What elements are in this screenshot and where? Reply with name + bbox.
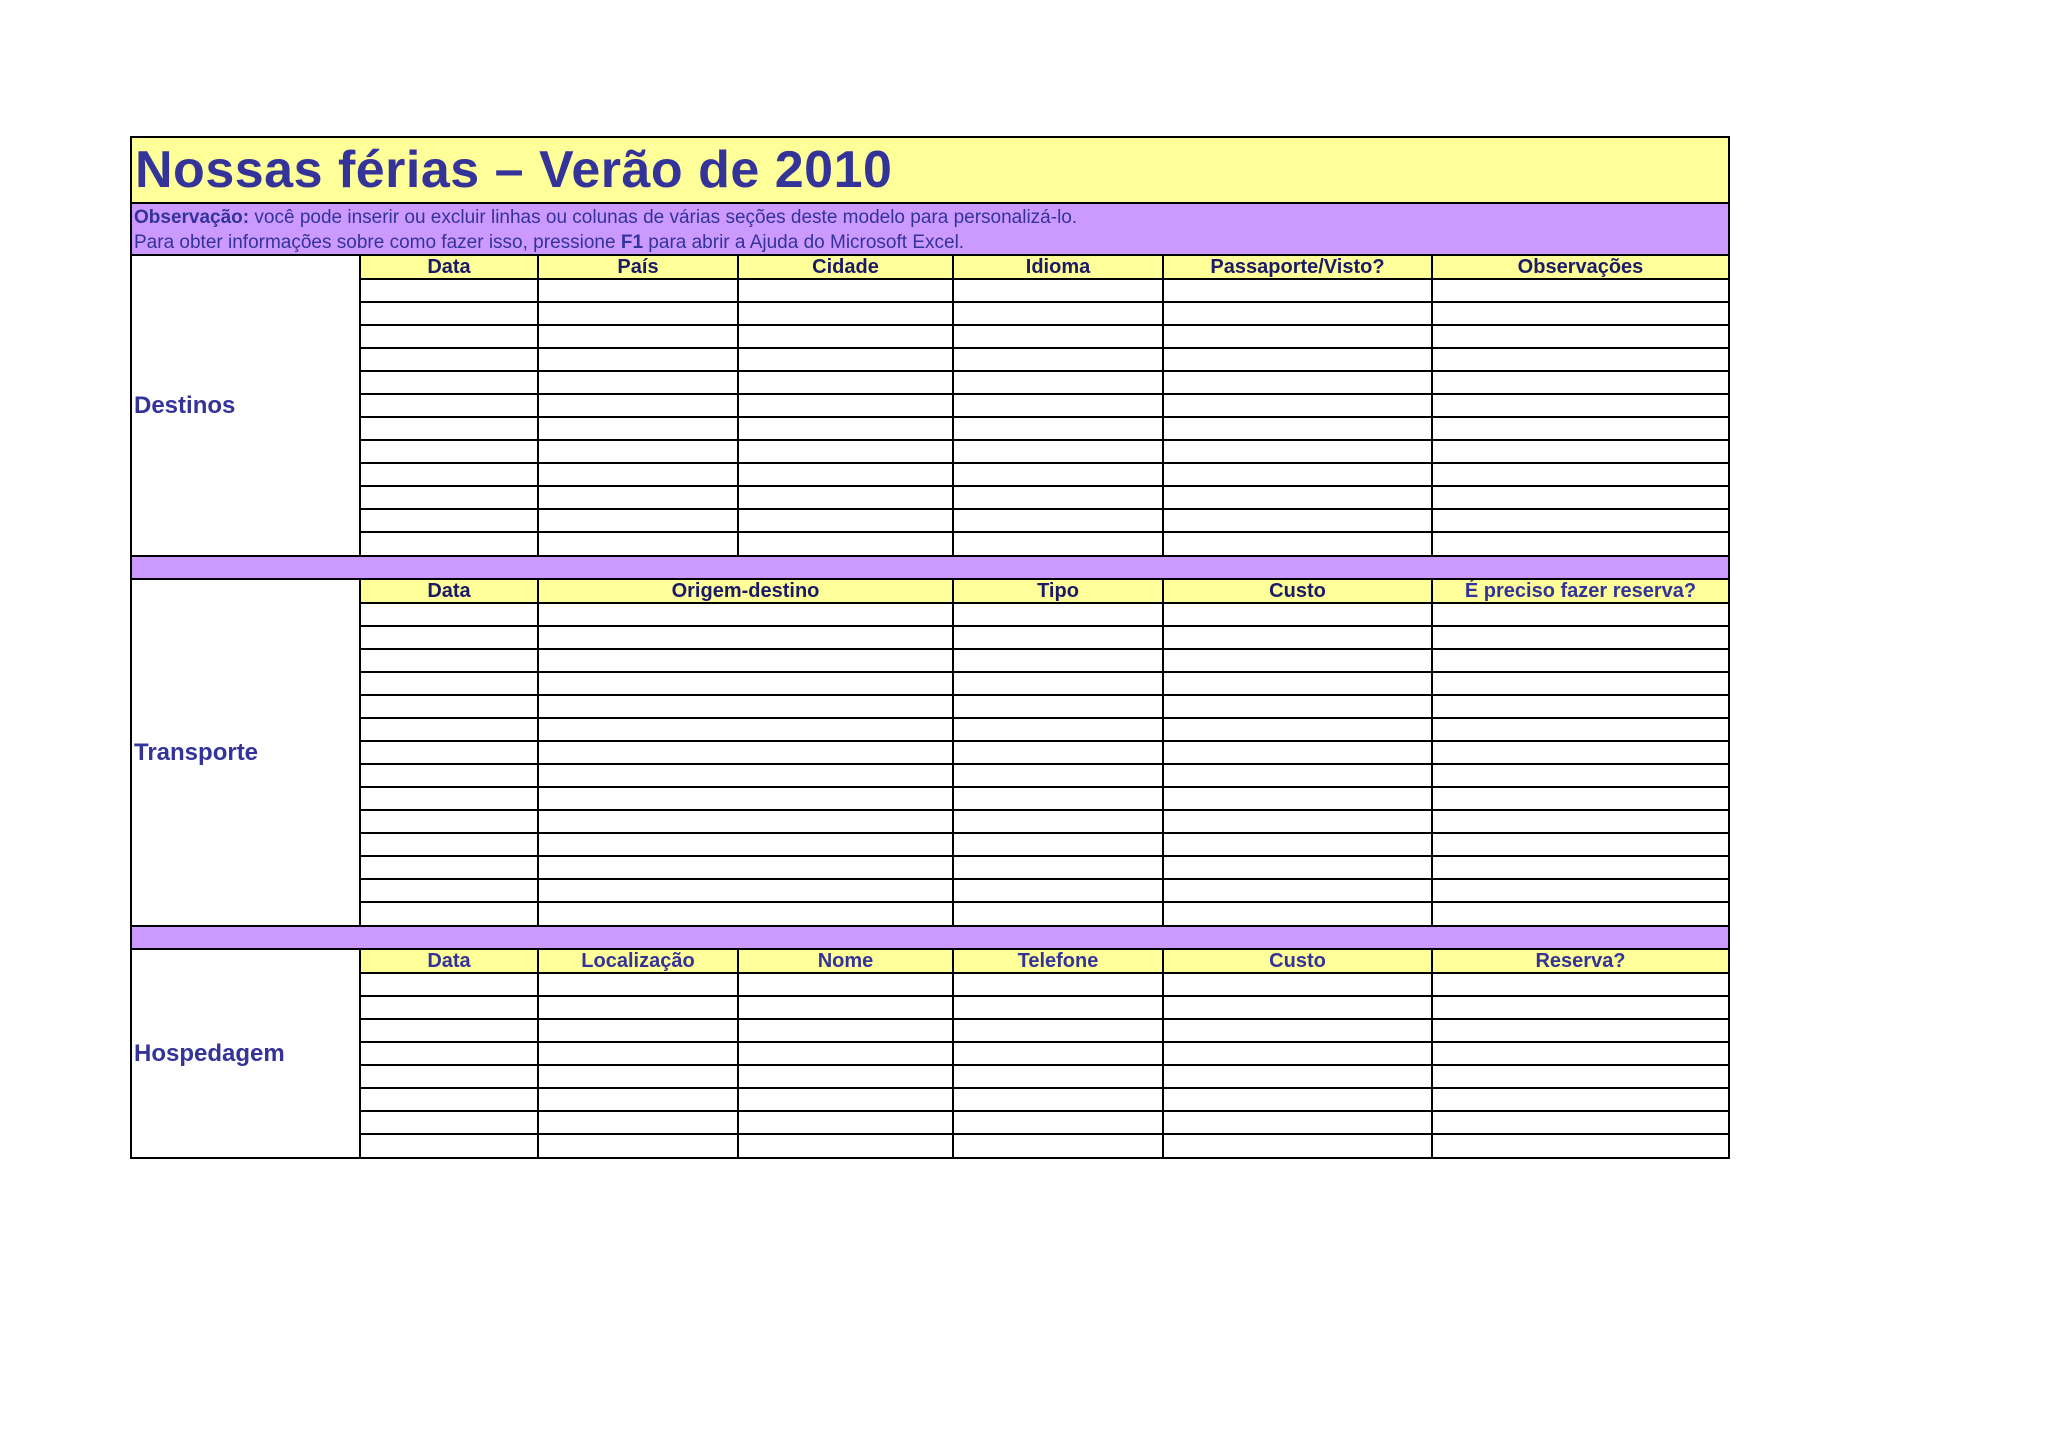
table-cell[interactable] <box>361 810 538 833</box>
table-cell[interactable] <box>538 509 738 532</box>
table-cell[interactable] <box>953 302 1163 325</box>
table-cell[interactable] <box>1432 879 1728 902</box>
table-cell[interactable] <box>538 718 953 741</box>
table-cell[interactable] <box>538 348 738 371</box>
table-cell[interactable] <box>538 1019 738 1042</box>
table-transporte <box>361 580 1728 925</box>
table-cell[interactable] <box>361 325 538 348</box>
table-cell[interactable] <box>738 440 953 463</box>
section-transporte <box>132 580 1728 927</box>
table-cell[interactable] <box>538 879 953 902</box>
table-cell[interactable] <box>953 1065 1163 1088</box>
header-cell: Localização <box>538 950 738 973</box>
table-cell[interactable] <box>738 1111 953 1134</box>
table-cell[interactable] <box>1432 626 1728 649</box>
table-cell[interactable] <box>361 463 538 486</box>
table-row <box>361 325 1728 348</box>
page-title: Nossas férias – Verão de 2010 <box>135 141 893 199</box>
table-cell[interactable] <box>538 532 738 555</box>
table-cell[interactable] <box>1163 371 1432 394</box>
table-cell[interactable] <box>1163 833 1432 856</box>
table-cell[interactable] <box>361 695 538 718</box>
table-cell[interactable] <box>738 371 953 394</box>
table-cell[interactable] <box>738 302 953 325</box>
table-row <box>361 603 1728 626</box>
header-cell: Data <box>361 580 538 603</box>
table-cell[interactable] <box>538 973 738 996</box>
table-cell[interactable] <box>1163 626 1432 649</box>
table-row <box>361 394 1728 417</box>
table-cell[interactable] <box>538 695 953 718</box>
table-cell[interactable] <box>953 810 1163 833</box>
table-row <box>361 718 1728 741</box>
table-body-hospedagem <box>361 973 1728 1157</box>
table-cell[interactable] <box>1163 532 1432 555</box>
table-cell[interactable] <box>953 417 1163 440</box>
note-line-1-text: você pode inserir ou excluir linhas ou colunas de várias seções deste modelo para personalizá-lo. <box>249 207 1078 228</box>
table-cell[interactable] <box>1432 787 1728 810</box>
table-cell[interactable] <box>538 371 738 394</box>
table-body-transporte <box>361 603 1728 925</box>
section-destinos <box>132 256 1728 557</box>
table-cell[interactable] <box>1163 1042 1432 1065</box>
table-cell[interactable] <box>361 626 538 649</box>
table-row <box>361 279 1728 302</box>
table-cell[interactable] <box>361 787 538 810</box>
header-cell: Data <box>361 950 538 973</box>
table-cell[interactable] <box>538 626 953 649</box>
table-cell[interactable] <box>1163 463 1432 486</box>
table-cell[interactable] <box>953 973 1163 996</box>
table-cell[interactable] <box>538 764 953 787</box>
table-cell[interactable] <box>953 856 1163 879</box>
table-cell[interactable] <box>738 1019 953 1042</box>
header-cell: País <box>538 256 738 279</box>
table-cell[interactable] <box>1432 603 1728 626</box>
table-cell[interactable] <box>361 764 538 787</box>
table-cell[interactable] <box>953 440 1163 463</box>
table-cell[interactable] <box>361 672 538 695</box>
table-cell[interactable] <box>361 1134 538 1157</box>
table-cell[interactable] <box>738 1134 953 1157</box>
table-row <box>361 626 1728 649</box>
table-row <box>361 486 1728 509</box>
note-line-1 <box>134 205 1728 230</box>
table-cell[interactable] <box>1432 695 1728 718</box>
table-row <box>361 787 1728 810</box>
table-cell[interactable] <box>1432 417 1728 440</box>
table-cell[interactable] <box>953 996 1163 1019</box>
table-cell[interactable] <box>361 1019 538 1042</box>
table-cell[interactable] <box>1432 279 1728 302</box>
table-cell[interactable] <box>1163 879 1432 902</box>
table-cell[interactable] <box>1432 1088 1728 1111</box>
table-cell[interactable] <box>953 463 1163 486</box>
table-cell[interactable] <box>361 486 538 509</box>
table-cell[interactable] <box>1163 856 1432 879</box>
table-cell[interactable] <box>1163 440 1432 463</box>
table-row <box>361 417 1728 440</box>
table-cell[interactable] <box>361 902 538 925</box>
table-cell[interactable] <box>361 649 538 672</box>
table-cell[interactable] <box>1432 371 1728 394</box>
table-row <box>361 1088 1728 1111</box>
table-cell[interactable] <box>953 879 1163 902</box>
table-cell[interactable] <box>1432 302 1728 325</box>
table-cell[interactable] <box>361 833 538 856</box>
table-cell[interactable] <box>1432 672 1728 695</box>
header-cell: Origem-destino <box>538 580 953 603</box>
table-cell[interactable] <box>738 325 953 348</box>
section-hospedagem <box>132 950 1728 1157</box>
table-cell[interactable] <box>361 603 538 626</box>
table-cell[interactable] <box>361 417 538 440</box>
table-hospedagem <box>361 950 1728 1157</box>
note-label: Observação: <box>134 207 250 228</box>
table-cell[interactable] <box>361 1065 538 1088</box>
table-cell[interactable] <box>538 1065 738 1088</box>
table-cell[interactable] <box>953 1042 1163 1065</box>
table-cell[interactable] <box>538 302 738 325</box>
table-row <box>361 302 1728 325</box>
spreadsheet-sheet <box>130 136 1730 1159</box>
table-cell[interactable] <box>1163 1111 1432 1134</box>
table-cell[interactable] <box>953 603 1163 626</box>
table-cell[interactable] <box>538 1111 738 1134</box>
header-cell: Observações <box>1432 256 1728 279</box>
section-label-hospedagem: Hospedagem <box>132 950 361 1157</box>
table-row <box>361 649 1728 672</box>
note-line-2 <box>134 230 1728 255</box>
table-row <box>361 973 1728 996</box>
table-cell[interactable] <box>1432 348 1728 371</box>
table-cell[interactable] <box>953 902 1163 925</box>
table-row <box>361 856 1728 879</box>
table-cell[interactable] <box>953 626 1163 649</box>
table-cell[interactable] <box>538 787 953 810</box>
table-cell[interactable] <box>538 603 953 626</box>
table-cell[interactable] <box>361 302 538 325</box>
table-cell[interactable] <box>1163 902 1432 925</box>
table-cell[interactable] <box>1163 325 1432 348</box>
header-cell: Custo <box>1163 950 1432 973</box>
table-cell[interactable] <box>738 463 953 486</box>
table-destinos <box>361 256 1728 555</box>
table-cell[interactable] <box>1163 486 1432 509</box>
table-cell[interactable] <box>361 532 538 555</box>
table-row <box>361 902 1728 925</box>
table-cell[interactable] <box>361 509 538 532</box>
table-cell[interactable] <box>1432 902 1728 925</box>
table-cell[interactable] <box>361 1042 538 1065</box>
table-cell[interactable] <box>538 649 953 672</box>
table-cell[interactable] <box>1432 440 1728 463</box>
table-cell[interactable] <box>538 902 953 925</box>
table-cell[interactable] <box>1163 787 1432 810</box>
table-cell[interactable] <box>953 1134 1163 1157</box>
table-cell[interactable] <box>1163 695 1432 718</box>
table-cell[interactable] <box>538 741 953 764</box>
table-cell[interactable] <box>361 1088 538 1111</box>
table-cell[interactable] <box>1163 1019 1432 1042</box>
table-cell[interactable] <box>538 996 738 1019</box>
section-label-transporte: Transporte <box>132 580 361 925</box>
table-cell[interactable] <box>1163 764 1432 787</box>
table-cell[interactable] <box>1163 718 1432 741</box>
note-line-2-suffix: para abrir a Ajuda do Microsoft Excel. <box>643 232 965 253</box>
table-cell[interactable] <box>538 810 953 833</box>
table-cell[interactable] <box>1163 649 1432 672</box>
table-cell[interactable] <box>538 672 953 695</box>
table-cell[interactable] <box>1432 486 1728 509</box>
table-cell[interactable] <box>361 1111 538 1134</box>
table-cell[interactable] <box>738 348 953 371</box>
table-cell[interactable] <box>1163 996 1432 1019</box>
table-cell[interactable] <box>953 279 1163 302</box>
table-cell[interactable] <box>1432 810 1728 833</box>
table-cell[interactable] <box>361 394 538 417</box>
table-cell[interactable] <box>538 486 738 509</box>
table-cell[interactable] <box>1163 394 1432 417</box>
table-cell[interactable] <box>738 509 953 532</box>
table-cell[interactable] <box>1432 856 1728 879</box>
table-row <box>361 879 1728 902</box>
table-cell[interactable] <box>538 463 738 486</box>
table-cell[interactable] <box>1163 810 1432 833</box>
header-cell: É preciso fazer reserva? <box>1432 580 1728 603</box>
table-cell[interactable] <box>1163 973 1432 996</box>
table-cell[interactable] <box>738 532 953 555</box>
table-cell[interactable] <box>953 764 1163 787</box>
table-cell[interactable] <box>1163 1065 1432 1088</box>
table-cell[interactable] <box>738 417 953 440</box>
table-cell[interactable] <box>538 856 953 879</box>
table-cell[interactable] <box>361 996 538 1019</box>
table-row <box>361 1065 1728 1088</box>
table-row <box>361 833 1728 856</box>
table-row <box>361 509 1728 532</box>
table-cell[interactable] <box>1432 1065 1728 1088</box>
table-cell[interactable] <box>1163 603 1432 626</box>
table-row <box>361 1134 1728 1157</box>
table-row <box>361 371 1728 394</box>
table-cell[interactable] <box>738 973 953 996</box>
header-cell: Idioma <box>953 256 1163 279</box>
header-cell: Custo <box>1163 580 1432 603</box>
table-row <box>361 532 1728 555</box>
table-cell[interactable] <box>538 394 738 417</box>
table-row <box>361 810 1728 833</box>
table-cell[interactable] <box>361 718 538 741</box>
title-bar <box>132 138 1728 204</box>
header-cell: Reserva? <box>1432 950 1728 973</box>
table-cell[interactable] <box>1432 973 1728 996</box>
table-row <box>361 1111 1728 1134</box>
header-cell: Tipo <box>953 580 1163 603</box>
table-cell[interactable] <box>538 417 738 440</box>
table-cell[interactable] <box>361 348 538 371</box>
table-cell[interactable] <box>361 856 538 879</box>
table-cell[interactable] <box>953 1088 1163 1111</box>
table-cell[interactable] <box>1163 302 1432 325</box>
table-row <box>361 695 1728 718</box>
table-cell[interactable] <box>1432 649 1728 672</box>
table-cell[interactable] <box>538 1134 738 1157</box>
table-cell[interactable] <box>538 440 738 463</box>
section-divider <box>132 927 1728 950</box>
header-cell: Data <box>361 256 538 279</box>
table-cell[interactable] <box>953 695 1163 718</box>
table-cell[interactable] <box>1432 741 1728 764</box>
table-row <box>361 996 1728 1019</box>
table-row <box>361 672 1728 695</box>
table-cell[interactable] <box>538 325 738 348</box>
table-cell[interactable] <box>738 996 953 1019</box>
note-key: F1 <box>620 232 644 253</box>
table-row <box>361 440 1728 463</box>
table-cell[interactable] <box>953 741 1163 764</box>
header-cell: Passaporte/Visto? <box>1163 256 1432 279</box>
table-cell[interactable] <box>953 1019 1163 1042</box>
table-body-destinos <box>361 279 1728 555</box>
table-cell[interactable] <box>1432 1111 1728 1134</box>
table-cell[interactable] <box>1432 996 1728 1019</box>
table-cell[interactable] <box>1163 509 1432 532</box>
section-label-destinos: Destinos <box>132 256 361 555</box>
table-cell[interactable] <box>953 486 1163 509</box>
table-cell[interactable] <box>1432 394 1728 417</box>
table-cell[interactable] <box>953 649 1163 672</box>
header-cell: Telefone <box>953 950 1163 973</box>
header-cell: Nome <box>738 950 953 973</box>
table-cell[interactable] <box>953 394 1163 417</box>
table-cell[interactable] <box>361 973 538 996</box>
table-cell[interactable] <box>1432 325 1728 348</box>
header-cell: Cidade <box>738 256 953 279</box>
table-cell[interactable] <box>1432 463 1728 486</box>
table-cell[interactable] <box>1163 741 1432 764</box>
table-cell[interactable] <box>738 1042 953 1065</box>
table-cell[interactable] <box>1432 509 1728 532</box>
table-cell[interactable] <box>1163 417 1432 440</box>
note-line-2-prefix: Para obter informações sobre como fazer isso, pressione <box>134 232 621 253</box>
table-cell[interactable] <box>538 279 738 302</box>
table-cell[interactable] <box>953 348 1163 371</box>
table-cell[interactable] <box>1432 532 1728 555</box>
table-cell[interactable] <box>361 879 538 902</box>
table-cell[interactable] <box>1432 764 1728 787</box>
note-bar <box>132 204 1728 256</box>
table-cell[interactable] <box>953 1111 1163 1134</box>
table-cell[interactable] <box>361 440 538 463</box>
table-cell[interactable] <box>538 1088 738 1111</box>
table-cell[interactable] <box>538 833 953 856</box>
table-cell[interactable] <box>1432 833 1728 856</box>
table-cell[interactable] <box>953 672 1163 695</box>
table-cell[interactable] <box>953 833 1163 856</box>
table-cell[interactable] <box>953 509 1163 532</box>
table-cell[interactable] <box>361 741 538 764</box>
table-cell[interactable] <box>1432 1042 1728 1065</box>
table-cell[interactable] <box>738 486 953 509</box>
table-cell[interactable] <box>738 279 953 302</box>
table-cell[interactable] <box>361 279 538 302</box>
table-row <box>361 764 1728 787</box>
table-cell[interactable] <box>1163 672 1432 695</box>
table-cell[interactable] <box>1163 1088 1432 1111</box>
table-cell[interactable] <box>1163 348 1432 371</box>
table-cell[interactable] <box>361 371 538 394</box>
table-cell[interactable] <box>953 532 1163 555</box>
section-divider <box>132 557 1728 580</box>
table-cell[interactable] <box>738 394 953 417</box>
table-cell[interactable] <box>953 325 1163 348</box>
table-cell[interactable] <box>1432 1019 1728 1042</box>
table-cell[interactable] <box>1432 1134 1728 1157</box>
table-row <box>361 1019 1728 1042</box>
table-row <box>361 463 1728 486</box>
table-row <box>361 348 1728 371</box>
table-cell[interactable] <box>738 1065 953 1088</box>
table-cell[interactable] <box>738 1088 953 1111</box>
table-cell[interactable] <box>953 718 1163 741</box>
table-cell[interactable] <box>1163 279 1432 302</box>
table-cell[interactable] <box>953 371 1163 394</box>
table-cell[interactable] <box>953 787 1163 810</box>
table-cell[interactable] <box>1163 1134 1432 1157</box>
table-row <box>361 1042 1728 1065</box>
table-cell[interactable] <box>538 1042 738 1065</box>
table-row <box>361 741 1728 764</box>
table-cell[interactable] <box>1432 718 1728 741</box>
